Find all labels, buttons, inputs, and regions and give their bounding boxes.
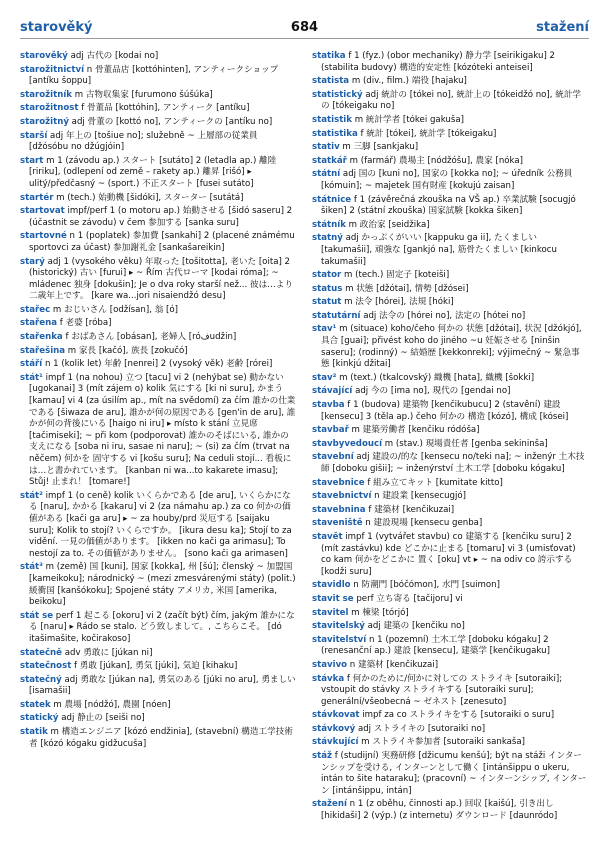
entry-definition: m (div., film.) 端役 [hajaku] xyxy=(349,76,467,87)
dictionary-entry xyxy=(20,700,296,712)
entry-definition: f 組み立てキット [kumitate kitto] xyxy=(364,477,503,488)
entry-definition: impf/perf 1 (o motoru ap.) 始動させる [šidó saseru] 2 (účastnit se závodu) v čem 参加する [sanka suru] xyxy=(29,206,293,228)
dictionary-entry xyxy=(312,724,588,736)
entry-headword: stávkující xyxy=(312,737,359,748)
entry-definition: adj 骨董の [kottó no], アンティークの [antíku no] xyxy=(68,116,273,127)
entry-definition: n 建設現場 [kensecu genba] xyxy=(362,518,483,529)
entry-headword: stavitelský xyxy=(312,621,365,632)
dictionary-entry xyxy=(312,737,588,749)
entry-definition: impf 1 (vytvářet stavbu) co 建築する [kenčiku suru] 2 (mít zastávku) kde どこかに止まる [tomaru] vi 3 (umisťovat) co kam 何かをどこかに 置く [oku] vt ▸ ~ na odiv co 誇示する [kodži suru] xyxy=(321,531,576,577)
page-number: 684 xyxy=(290,20,319,35)
entry-definition: impf 1 (na nohou) 立つ [tacu] vi 2 (nehýbat se) 動かない [ugokanai] 3 (mít zájem o) kolik 気にする [ki ni suru], かまう [kamau] vi 4 (za úsilím ap., mít na svědomí) za čím 誰かの仕業である [šiwaza de aru], 誰かが何の原因である [gen'in de aru], 誰かが何の背後にいる [haigo ni iru] ▸ místo k stání 立見席 [tačimiseki]; ~ při kom (podporovat) 誰かのそばにいる, 誰かの支えになる [soba ni iru, sasae ni naru]; ~ (si) za čím (trvat na něčem) 何かを 固守する vi [košu suru]; Na ceduli stojí... 看板には…と書かれています。 [kanban ni wa...to kakarete imasu]; Stůj! 止まれ！ [tomare!] xyxy=(29,372,296,488)
dictionary-entry xyxy=(312,115,588,127)
dictionary-entry xyxy=(312,270,588,282)
entry-headword: starožitný xyxy=(20,116,69,127)
dictionary-entry xyxy=(312,532,588,578)
entry-definition: adj 国の [kuni no], 国家の [kokka no]; ~ úředník 公務員 [kómuin]; ~ majetek 国有財産 [kokujú zaisan] xyxy=(321,169,573,191)
entry-headword: starověký xyxy=(20,51,68,61)
dictionary-entry xyxy=(312,76,588,88)
dictionary-entry xyxy=(312,142,588,154)
entry-headword: staveniště xyxy=(312,518,363,529)
dictionary-entry xyxy=(20,713,296,725)
dictionary-entry xyxy=(20,65,296,88)
dictionary-entry xyxy=(312,799,588,822)
entry-definition: f 1 (závěrečná zkouška na VŠ ap.) 卒業試験 [socugjó šiken] 2 (státní zkouška) 国家試験 [kokka šiken] xyxy=(321,194,576,217)
entry-definition: f 建築材 [kenčikuzai] xyxy=(365,504,455,515)
entry-definition: m 家長 [kačó], 族長 [zokučó] xyxy=(65,345,188,356)
entry-headword: stávající xyxy=(312,386,353,397)
entry-definition: m おじいさん [odžísan], 翁 [ó] xyxy=(50,304,178,315)
dictionary-entry xyxy=(20,257,296,303)
entry-definition: f (studijní) 実務研修 [džicumu kenšú]; být na stáži インターンシップを受ける, インターンとして働く [intánšippu o ukeru, intán to šite hataraku]; (pracovní) ~ インターンシップ, インターン [intánšippu, intán] xyxy=(321,751,587,796)
entry-definition: adj 建設の/的な [kensecu no/teki na]; ~ inženýr 土木技師 [doboku gišii]; ~ inženýrství 土木工学 [doboku kógaku] xyxy=(321,452,585,474)
entry-definition: adj 勇敢な [júkan na], 勇気のある [júki no aru], 勇ましい [isamašii] xyxy=(29,674,296,697)
entry-headword: statut xyxy=(312,297,342,308)
dictionary-entry xyxy=(312,220,588,232)
entry-headword: stávkový xyxy=(312,723,356,734)
dictionary-entry xyxy=(312,400,588,423)
entry-headword: stavět xyxy=(312,531,343,542)
entry-definition: f 骨董品 [kottóhin], アンティーク [antíku] xyxy=(78,103,250,114)
entry-headword: statista xyxy=(312,76,350,87)
dictionary-entry xyxy=(20,231,296,254)
dictionary-entry xyxy=(312,621,588,633)
entry-headword: starožitník xyxy=(20,89,72,100)
entry-headword: stavební xyxy=(312,452,354,463)
dictionary-entry xyxy=(20,346,296,358)
page-header xyxy=(20,20,589,39)
entry-headword: statečnost xyxy=(20,661,72,672)
entry-definition: n 1 (kolik let) 年齢 [nenrei] 2 (vysoký věk) 老齢 [rórei] xyxy=(42,359,273,370)
entry-headword: stařenka xyxy=(20,332,63,343)
entry-headword: startovat xyxy=(20,206,65,217)
entry-headword: statistik xyxy=(312,114,352,125)
dictionary-entry xyxy=(312,452,588,475)
dictionary-entry xyxy=(20,661,296,673)
entry-definition: n 1 (z oběhu, činnosti ap.) 回収 [kaišú], 引き出し [hikidaši] 2 (výp.) (z internetu) ダウンロード [daunródo] xyxy=(321,799,558,822)
entry-definition: m 統計学者 [tókei gakuša] xyxy=(351,114,464,125)
entry-headword: stařec xyxy=(20,304,51,315)
dictionary-entry xyxy=(312,425,588,437)
entry-definition: m 構造エンジニア [kózó endžinia], (stavební) 構造工学技術者 [kózó kógaku gidžucuša] xyxy=(29,727,293,749)
entry-headword: stát² xyxy=(20,490,43,501)
entry-definition: perf 1 起こる [okoru] vi 2 (začít být) čím, jakým 誰かになる [naru] ▸ Rádo se stalo. どう致しまして。, こちらこそ。 [dó itašimašite, kočirakoso] xyxy=(29,610,295,644)
dictionary-entry xyxy=(20,727,296,750)
entry-definition: m (text.) (tkalcovský) 織機 [hata], 織機 [šokki] xyxy=(336,372,535,383)
entry-headword: start xyxy=(20,155,44,166)
entry-headword: stavebnice xyxy=(312,477,365,488)
entry-headword: stavitel xyxy=(312,607,349,618)
entry-definition: m 古物収集家 [furumono šúšúka] xyxy=(72,89,213,100)
dictionary-entry xyxy=(20,103,296,115)
entry-definition: n 1 (poplatek) 参加費 [sankahi] 2 (placené známému sportovci za účast) 参加謝礼金 [sankašareikin] xyxy=(29,231,295,253)
entry-headword: statný xyxy=(312,233,343,244)
entry-headword: statistika xyxy=(312,128,358,139)
entry-definition: impf 1 (o ceně) kolik いくらかである [de aru], いくらかになる [naru], かかる [kakaru] vi 2 (za námahu ap.) za co 何かの価値がある [kači ga aru] ▸ ~ za houby/prd 災厄する [saijaku suru]; Kolik to stojí? いくらですか。 [ikura desu ka]; Stojí to za vidění. 一見の価値があります。 [ikken no kači ga arimasu]; To nestojí za to. その価値がありません。 [sono kači ga arimasen] xyxy=(29,490,292,559)
right-column xyxy=(312,51,588,825)
entry-headword: startér xyxy=(20,192,54,203)
entry-definition: m (stav.) 現場責任者 [genba sekininša] xyxy=(382,438,548,449)
dictionary-entry xyxy=(312,518,588,530)
entry-headword: statek xyxy=(20,699,51,710)
dictionary-entry xyxy=(312,594,588,606)
entry-definition: m 三脚 [sankjaku] xyxy=(339,142,419,153)
dictionary-entry xyxy=(312,324,588,370)
dictionary-entry xyxy=(20,318,296,330)
dictionary-entry xyxy=(20,491,296,561)
entry-definition: adj かっぷくがいい [kappuku ga ii], たくましい [takumašii], 頑強な [gankjó na], 筋骨たくましい [kinkocu takumašii] xyxy=(321,233,557,267)
entry-definition: m ストライキ参加者 [sutoraiki sankaša] xyxy=(358,737,526,748)
entry-definition: n 骨董品店 [kottóhinten], アンティークショップ [antíku šoppu] xyxy=(29,64,279,87)
entry-headword: statika xyxy=(312,51,346,61)
dictionary-entry xyxy=(312,635,588,658)
dictionary-entry xyxy=(312,169,588,192)
dictionary-entry xyxy=(20,305,296,317)
entry-definition: adj 今の [ima no], 現代の [gendai no] xyxy=(352,386,511,397)
dictionary-entry xyxy=(312,195,588,218)
dictionary-entry xyxy=(312,580,588,592)
dictionary-entry xyxy=(20,373,296,489)
entry-definition: m 法令 [hórei], 法規 [hóki] xyxy=(341,297,454,308)
dictionary-entry xyxy=(20,193,296,205)
entry-definition: f 統計 [tókei], 統計学 [tókeigaku] xyxy=(357,128,497,139)
entry-headword: stařešina xyxy=(20,345,66,356)
entry-definition: adj 統計の [tókei no], 統計上の [tókeidžó no], 統計学の [tókeigaku no] xyxy=(321,89,582,112)
entry-headword: statický xyxy=(20,713,59,724)
dictionary-entry xyxy=(312,233,588,268)
dictionary-entry xyxy=(20,206,296,229)
entry-headword: stavivo xyxy=(312,659,348,670)
entry-definition: adj 建築の [kenčiku no] xyxy=(364,621,465,632)
entry-definition: m 政治家 [seidžika] xyxy=(345,219,430,230)
dictionary-entry xyxy=(312,478,588,490)
entry-definition: f 何かのために/何かに対しての ストライキ [sutoraiki]; vstoupit do stávky ストライキする [sutoraiki suru]; generální/všeobecná ~ ゼネスト [zenesuto] xyxy=(321,673,563,707)
entry-definition: m (země) 国 [kuni], 国家 [kokka], 州 [šú]; členský ~ 加盟国 [kameikoku]; národnický ~ (mezi zmesvárenými státy) (polit.) 緩衝国 [kanšókoku]; Spojené státy アメリカ, 米国 [amerika, beikoku] xyxy=(29,562,296,608)
entry-headword: stavba xyxy=(312,400,345,411)
dictionary-entry xyxy=(20,131,296,154)
entry-definition: adj 年上の [tošiue no]; služebně ~ 上層部の従業員 [džósóbu no džúgjóin] xyxy=(29,130,258,153)
entry-definition: m (situace) koho/čeho 何かの 状態 [džótai], 状況 [džókjó], 具合 [guai]; přivést koho do jiného ~u 妊娠させる [ninšin saseru]; (rodinný) ~ 結婚歴 [kekkonreki]; výjimečný ~ 緊急事態 [kinkjú džitai] xyxy=(321,324,582,370)
dictionary-entry xyxy=(20,562,296,608)
dictionary-entry xyxy=(312,51,588,74)
entry-definition: adj 法令の [hórei no], 法定の [hótei no] xyxy=(360,310,526,321)
dictionary-entry xyxy=(312,505,588,517)
entry-headword: státnice xyxy=(312,194,352,205)
entry-headword: stát³ xyxy=(20,562,43,573)
entry-definition: adj 1 (vysokého věku) 年取った [tošitotta], 老いた [oita] 2 (historický) 古い [furui] ▸ ~ Řím 古代ローマ [kodai róma]; ~ mládenec 独身 [dokušin]; Je o dva roky starší než... 彼は…より二歳年上です。 [kare wa...jori nisaiendžó desu] xyxy=(29,256,293,302)
dictionary-entry xyxy=(312,491,588,503)
entry-headword: stavitelství xyxy=(312,634,367,645)
entry-definition: adj 静止の [seiši no] xyxy=(58,713,145,724)
header-last-entry: stažení xyxy=(536,20,589,35)
dictionary-entry xyxy=(312,373,588,385)
entry-definition: m (farmář) 農場主 [nódžóšu], 農家 [nóka] xyxy=(346,155,523,166)
entry-headword: stavit se xyxy=(312,593,354,604)
entry-headword: stavbař xyxy=(312,425,349,436)
dictionary-entry xyxy=(312,129,588,141)
entry-headword: statečný xyxy=(20,674,62,685)
entry-headword: statistický xyxy=(312,89,363,100)
entry-headword: startovné xyxy=(20,231,67,242)
dictionary-entry xyxy=(312,674,588,709)
entry-definition: m 建築労働者 [kenčiku ródóša] xyxy=(348,425,480,436)
dictionary-entry xyxy=(20,611,296,646)
entry-headword: stator xyxy=(312,270,342,281)
entry-definition: m 農場 [nódžó], 農園 [nóen] xyxy=(50,699,171,710)
entry-definition: f 1 (fyz.) (obor mechaniky) 静力学 [seirikigaku] 2 (stabilita budovy) 構造的安定性 [kózóteki anteisei] xyxy=(321,51,556,73)
entry-headword: statutární xyxy=(312,310,361,321)
entry-definition: impf za co ストライキをする [sutoraiki o suru] xyxy=(359,710,555,721)
dictionary-entry xyxy=(312,156,588,168)
entry-definition: adj ストライキの [sutoraiki no] xyxy=(355,723,486,734)
entry-headword: stavbyvedoucí xyxy=(312,438,383,449)
entry-headword: starožitnost xyxy=(20,103,79,114)
entry-headword: starší xyxy=(20,130,48,141)
dictionary-entry xyxy=(312,311,588,323)
entry-definition: adv 勇敢に [júkan ni] xyxy=(62,647,153,658)
dictionary-entry xyxy=(312,660,588,672)
entry-definition: m (tech.) 始動機 [šidóki], スターター [sutátá] xyxy=(53,192,244,203)
entry-headword: starý xyxy=(20,256,45,267)
entry-headword: stáž xyxy=(312,751,333,762)
entry-headword: stát¹ xyxy=(20,372,43,383)
dictionary-entry xyxy=(20,51,296,63)
entry-headword: stávkovat xyxy=(312,710,360,721)
left-column xyxy=(20,51,296,825)
dictionary-entry xyxy=(312,297,588,309)
entry-headword: stát se xyxy=(20,610,54,621)
dictionary-entry xyxy=(312,751,588,797)
entry-headword: stav² xyxy=(312,372,337,383)
header-first-entry: starověký xyxy=(20,20,93,35)
entry-definition: f 1 (budova) 建築物 [kenčikubucu] 2 (stavění) 建設 [kensecu] 3 (těla ap.) čeho 何かの 構造 [kózó], 構成 [kósei] xyxy=(321,400,569,422)
entry-headword: stávka xyxy=(312,673,345,684)
dictionary-entry xyxy=(312,386,588,398)
entry-definition: n 1 (pozemní) 土木工学 [doboku kógaku] 2 (renesanční ap.) 建設 [kensecu], 建築学 [kenčikugaku] xyxy=(321,634,550,657)
entry-headword: stativ xyxy=(312,142,340,153)
entry-headword: stavebnina xyxy=(312,504,366,515)
entry-headword: stavebnictví xyxy=(312,491,372,502)
entry-definition: m 状態 [džótai], 情勢 [džósei] xyxy=(342,283,469,294)
dictionary-entry xyxy=(312,608,588,620)
entry-definition: adj 古代の [kodai no] xyxy=(67,51,159,61)
dictionary-entry xyxy=(20,332,296,344)
entry-headword: starožitnictví xyxy=(20,64,85,75)
entry-definition: n 建設業 [kensecugjó] xyxy=(371,491,466,502)
entry-headword: státník xyxy=(312,219,346,230)
entry-headword: statik xyxy=(20,727,48,738)
entry-headword: stav¹ xyxy=(312,324,337,335)
dictionary-entry xyxy=(312,284,588,296)
entry-headword: státní xyxy=(312,169,341,180)
entry-definition: m 棟梁 [tórjó] xyxy=(348,607,409,618)
entry-definition: f 勇敢 [júkan], 勇気 [júki], 気迫 [kihaku] xyxy=(71,661,238,672)
dictionary-entry xyxy=(20,90,296,102)
entry-headword: stavidlo xyxy=(312,580,351,591)
dictionary-entry xyxy=(312,439,588,451)
entry-headword: stažení xyxy=(312,799,347,810)
entry-headword: status xyxy=(312,283,343,294)
dictionary-entry xyxy=(312,90,588,113)
entry-definition: f 老婆 [róba] xyxy=(57,318,112,329)
entry-definition: perf 立ち寄る [tačijoru] vi xyxy=(353,593,463,604)
dictionary-entry xyxy=(20,675,296,698)
entry-headword: statkář xyxy=(312,155,347,166)
dictionary-entry xyxy=(20,648,296,660)
columns xyxy=(20,51,589,825)
entry-headword: stáří xyxy=(20,359,43,370)
dictionary-entry xyxy=(20,359,296,371)
entry-definition: n 建築材 [kenčikuzai] xyxy=(347,659,439,670)
dictionary-entry xyxy=(312,710,588,722)
dictionary-entry xyxy=(20,117,296,129)
entry-headword: stařena xyxy=(20,318,58,329)
entry-headword: statečně xyxy=(20,647,62,658)
entry-definition: n 防潮門 [bóčómon], 水門 [suimon] xyxy=(350,580,500,591)
entry-definition: f おばあさん [obásan], 老婦人 [róفudžin] xyxy=(62,332,237,343)
entry-definition: m (tech.) 固定子 [koteiši] xyxy=(341,270,450,281)
dictionary-entry xyxy=(20,156,296,191)
entry-definition: m 1 (závodu ap.) スタート [sutáto] 2 (letadla ap.) 離陸 [ririku], (odlepení od země – rakety ap.) 離昇 [rišó] ▸ ulitý/předčasný ~ (sport.) 不正スタート [fusei sutáto] xyxy=(29,155,277,189)
